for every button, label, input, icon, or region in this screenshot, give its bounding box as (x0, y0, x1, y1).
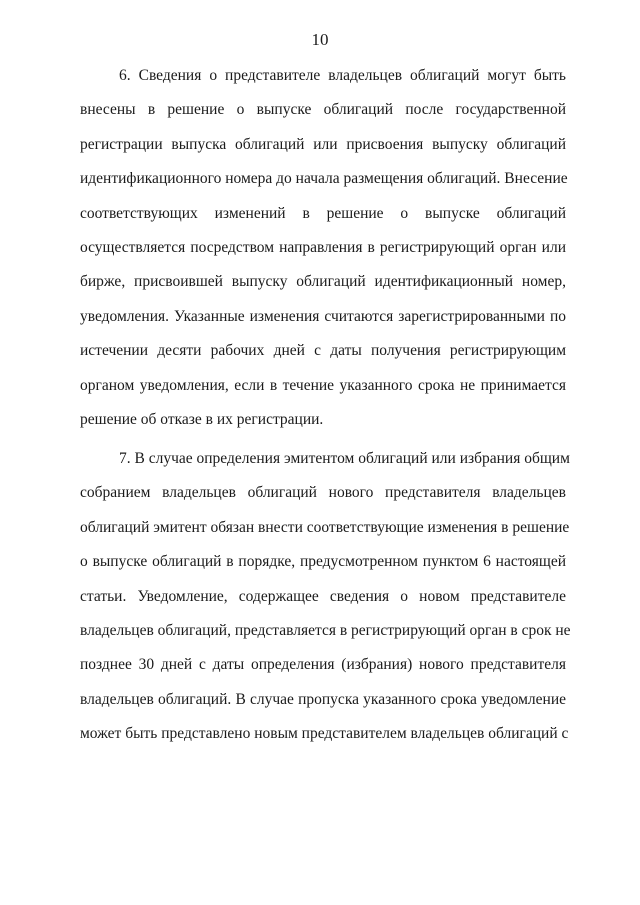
text-line: может быть представлено новым представителем владельцев облигаций с (80, 725, 569, 743)
text-line: бирже, присвоившей выпуску облигаций идентификационный номер, (80, 273, 566, 291)
text-line: внесены в решение о выпуске облигаций после государственной (80, 101, 566, 119)
text-line: 7. В случае определения эмитентом облигаций или избрания общим (119, 450, 570, 467)
text-line: 6. Сведения о представителе владельцев облигаций могут быть (119, 67, 566, 84)
text-line: о выпуске облигаций в порядке, предусмотренном пунктом 6 настоящей (80, 553, 566, 571)
text-line: позднее 30 дней с даты определения (избрания) нового представителя (80, 656, 566, 674)
text-line: владельцев облигаций. В случае пропуска указанного срока уведомление (80, 690, 566, 708)
paragraph-6 (80, 66, 566, 444)
text-line: собранием владельцев облигаций нового представителя владельцев (80, 484, 566, 502)
text-line: истечении десяти рабочих дней с даты получения регистрирующим (80, 342, 566, 360)
text-line: органом уведомления, если в течение указанного срока не принимается (80, 376, 566, 394)
text-line: осуществляется посредством направления в регистрирующий орган или (80, 238, 566, 256)
paragraph-7 (80, 449, 571, 759)
text-line: статьи. Уведомление, содержащее сведения о новом представителе (80, 587, 566, 605)
text-line: решение об отказе в их регистрации. (80, 410, 324, 428)
text-line: владельцев облигаций, представляется в регистрирующий орган в срок не (80, 621, 571, 639)
page-number: 10 (311, 30, 329, 49)
text-line: уведомления. Указанные изменения считаются зарегистрированными по (80, 307, 566, 325)
text-line: облигаций эмитент обязан внести соответствующие изменения в решение (80, 518, 570, 536)
text-line: идентификационного номера до начала размещения облигаций. Внесение (80, 170, 568, 188)
text-line: регистрации выпуска облигаций или присвоения выпуску облигаций (80, 135, 566, 153)
text-line: соответствующих изменений в решение о выпуске облигаций (80, 204, 566, 222)
